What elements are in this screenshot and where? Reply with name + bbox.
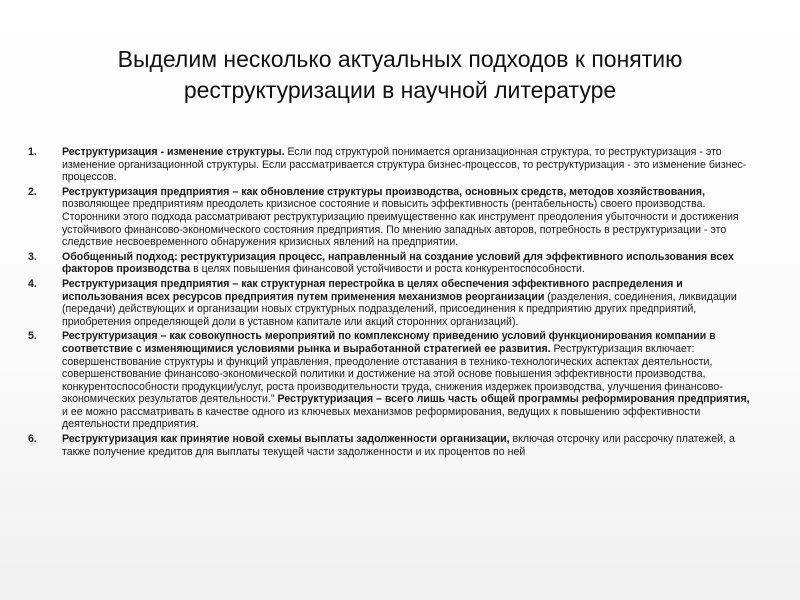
slide-title	[50, 44, 750, 106]
list-item	[24, 330, 754, 431]
item-bold-text: Реструктуризация - изменение структуры.	[62, 146, 285, 158]
item-bold-text: Реструктуризация как принятие новой схемы выплаты задолженности организации,	[62, 433, 510, 446]
slide-title-line-2: реструктуризации в научной литературе	[183, 77, 617, 103]
list-item	[24, 278, 754, 328]
item-bold-text: Реструктуризация предприятия – как обновление структуры производства, основных средств, методов хозяйствования,	[62, 185, 706, 198]
item-text: (разделения, соединения, ликвидации (передачи) действующих и организации новых структурных подразделений, присоединения к предприятию других предприятий, приобретения определяющей доли в уставном капитале или акций сторонних организаций).	[62, 290, 737, 328]
item-number: 2.	[28, 185, 37, 198]
list-item	[24, 433, 754, 458]
item-bold-text: Обобщенный подход: реструктуризация процесс, направленный на создание условий для эффективного использования всех факторов производства	[62, 250, 734, 276]
item-text: позволяющее предприятиям преодолеть кризисное состояние и повысить эффективность (рентабельность) своего производства. Сторонники этого подхода рассматривают реструктуризацию преимущественно как инструмент преодоления убыточности и достижения устойчивого финансово-экономического состояния предприятия. По мнению западных авторов, потребность в реструктуризации - это следствие несвоевременного обнаружения кризисных явлений на предприятии.	[62, 198, 739, 249]
item-number: 6.	[28, 433, 37, 446]
approaches-list	[24, 146, 754, 460]
item-text: Реструктуризация включает: совершенствование структуры и функций управления, преодоление отставания в технико-технологических аспектах деятельности, совершенствование финансово-экономической политики и достижение на этой основе повышения эффективности производства, конкурентоспособности продукции/услуг, роста производительности труда, снижения издержек производства, улучшения финансово-экономических результатов деятельности."	[62, 342, 723, 406]
item-number: 5.	[28, 330, 37, 343]
item-number: 3.	[28, 250, 37, 263]
item-bold-text-2: Реструктуризация – всего лишь часть общей программы реформирования предприятия,	[277, 393, 750, 406]
item-text-2: и ее можно рассматривать в качестве одного из ключевых механизмов реформирования, ведущих к повышению эффективности деятельности предприятия.	[62, 405, 701, 431]
item-text: Если под структурой понимается организационная структура, то реструктуризация - это изменение организационной структуры. Если рассматривается структура бизнес-процессов, то реструктуризация - это изменение бизнес-процессов.	[62, 146, 747, 184]
item-text: в целях повышения финансовой устойчивости и роста конкурентоспособности.	[190, 263, 585, 276]
item-bold-text: Реструктуризация предприятия – как структурная перестройка в целях обеспечения эффективного распределения и использования всех ресурсов предприятия путем применения механизмов реорганизации	[62, 277, 683, 303]
item-number: 4.	[28, 277, 37, 290]
slide-title-line-1: Выделим несколько актуальных подходов к понятию	[117, 46, 683, 72]
item-text: включая отсрочку или рассрочку платежей, а также получение кредитов для выплаты текущей части задолженности и их процентов по ней	[62, 433, 735, 458]
item-number: 1.	[28, 146, 37, 158]
list-item	[24, 146, 754, 184]
list-item	[24, 186, 754, 249]
item-bold-text: Реструктуризация – как совокупность мероприятий по комплексному приведению условий функционирования компании в соответствие с изменяющимися условиями рынка и выработанной стратегией ее развития.	[62, 330, 716, 355]
list-item	[24, 251, 754, 276]
